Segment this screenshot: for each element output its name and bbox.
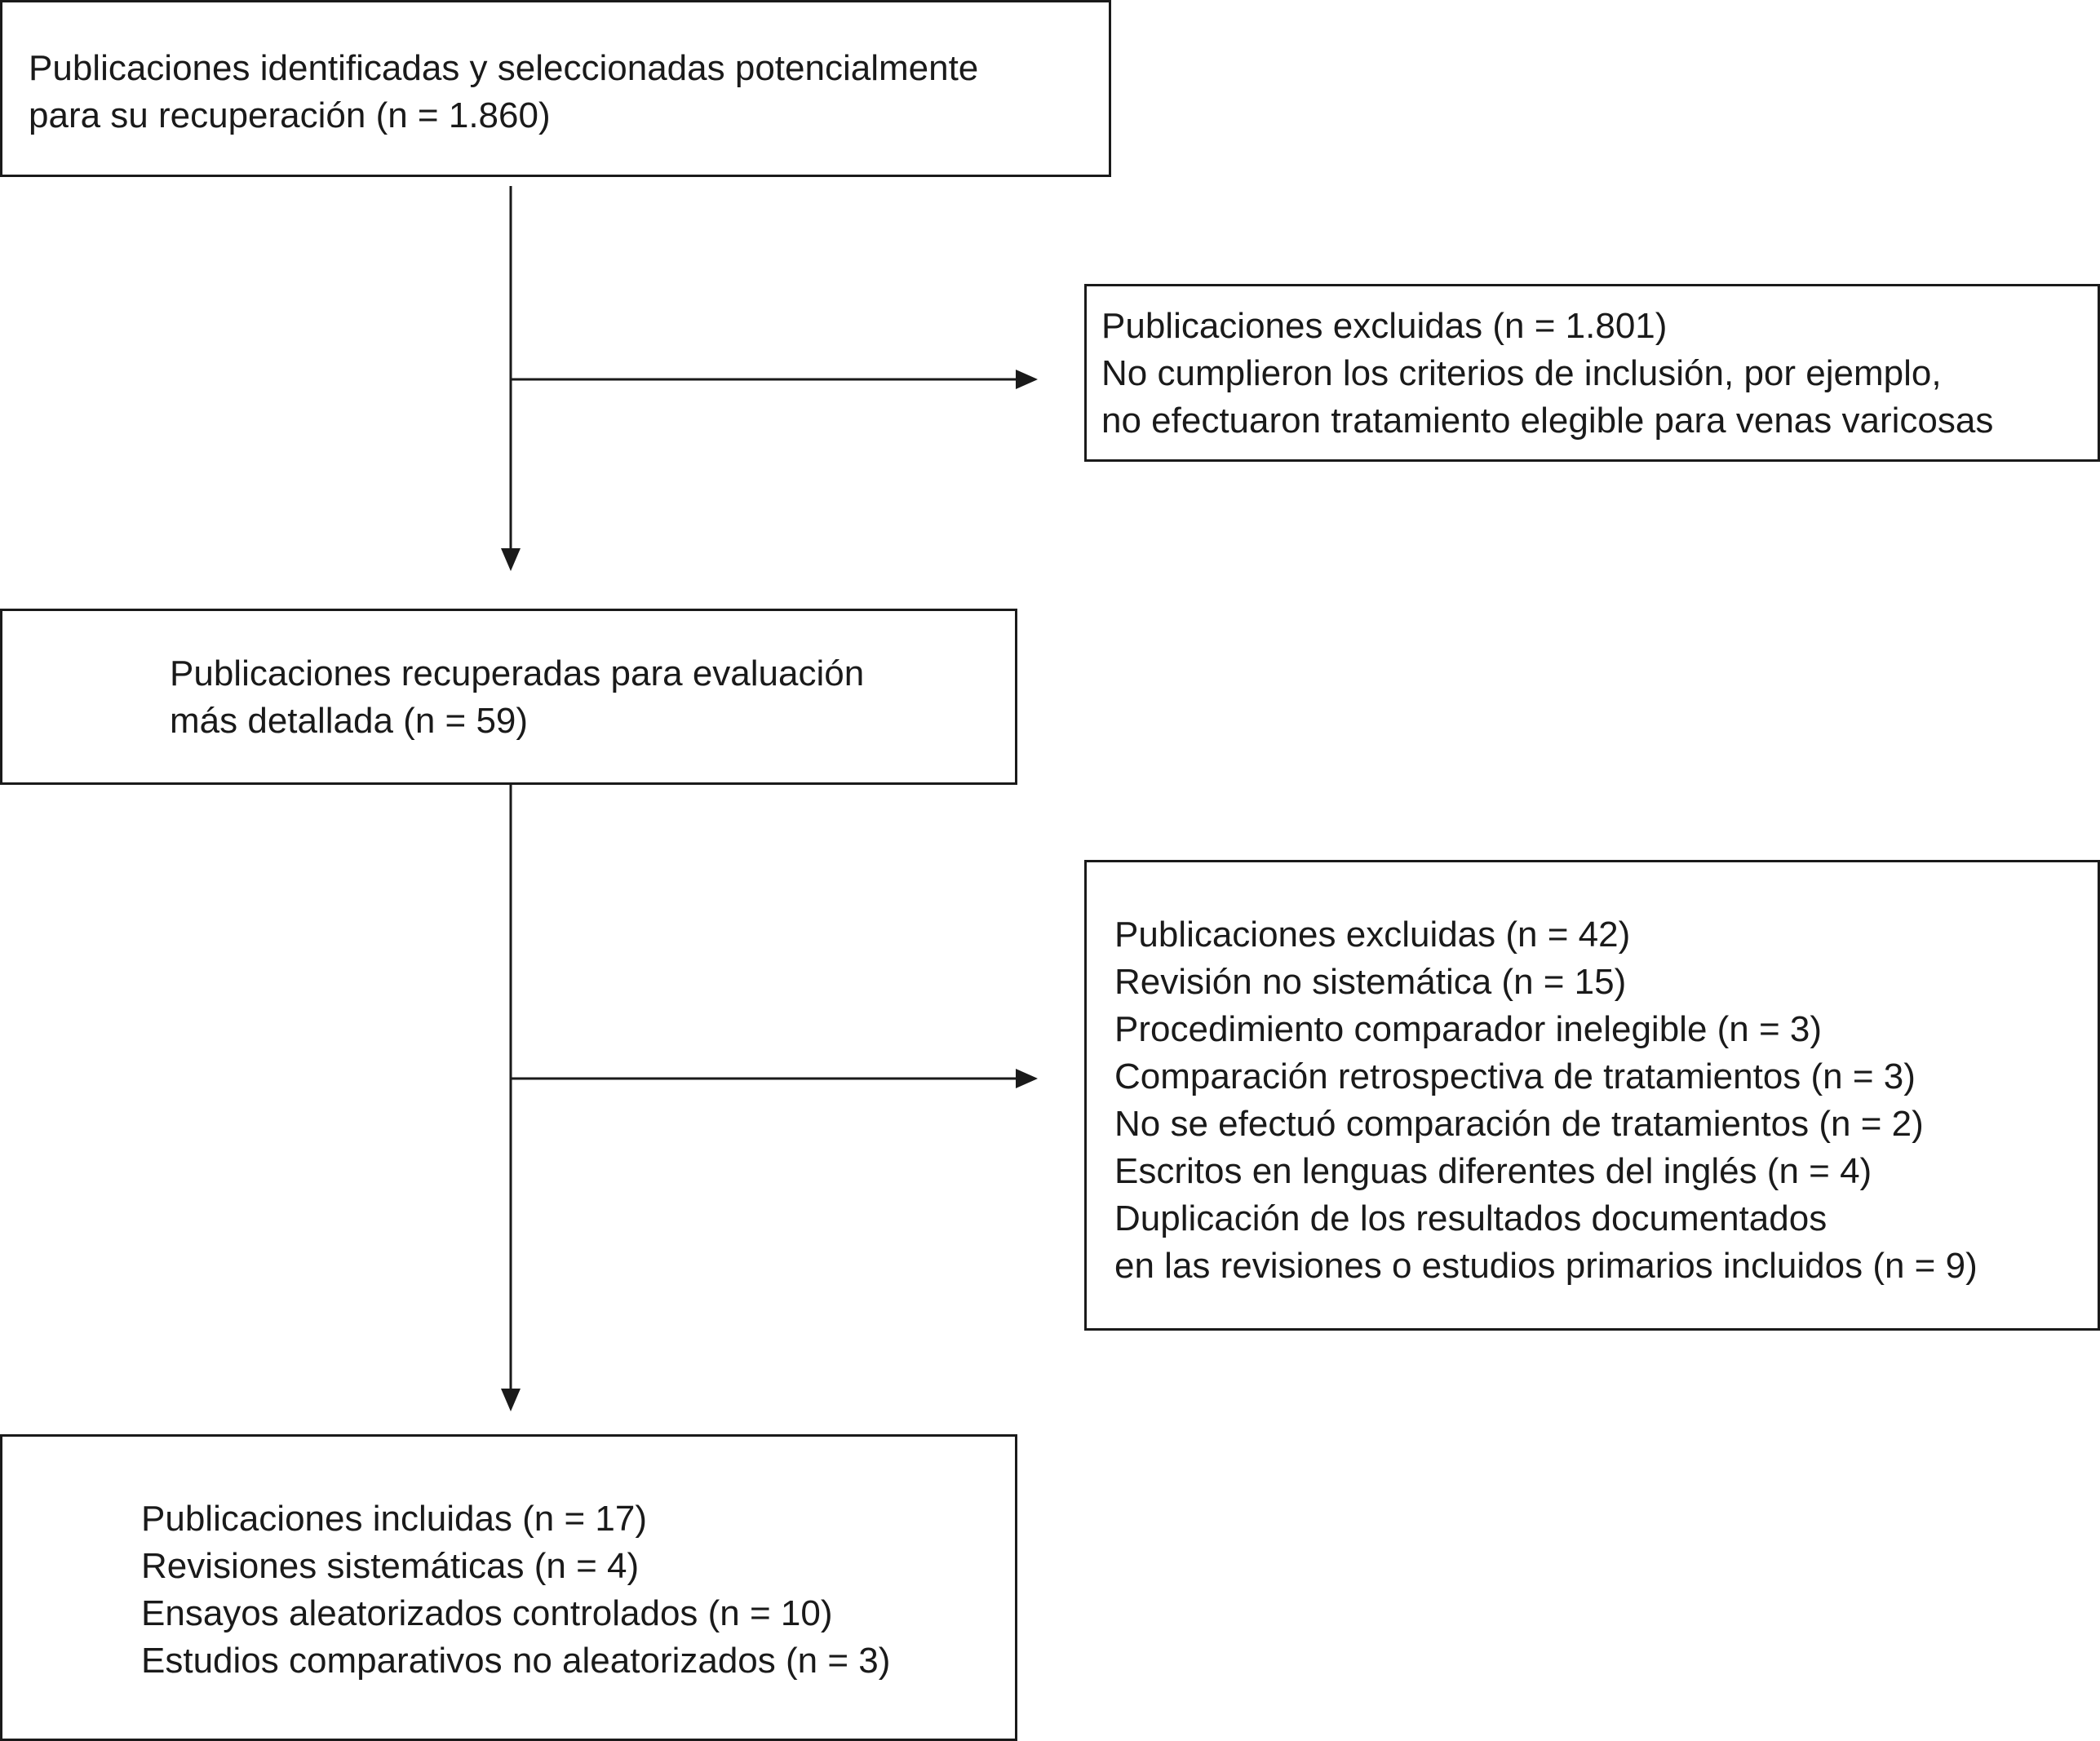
box-text-line: Ensayos aleatorizados controlados (n = 10) [141,1593,833,1633]
box-text-line: Publicaciones recuperadas para evaluación [170,653,865,693]
box-text-line: Duplicación de los resultados documentados [1114,1198,1828,1238]
box-text-line: Escritos en lenguas diferentes del inglés (n = 4) [1114,1151,1872,1191]
box-text-line: No cumplieron los criterios de inclusión, por ejemplo, [1101,353,1942,393]
arrowhead-down-1 [501,548,521,571]
box-text-line: Publicaciones identificadas y seleccionadas potencialmente [29,48,979,88]
box-text-line: Publicaciones excluidas (n = 42) [1114,915,1631,955]
box-text-line: en las revisiones o estudios primarios incluidos (n = 9) [1114,1246,1978,1286]
included-publications-box [0,1434,1017,1741]
box-text-line: para su recuperación (n = 1.860) [29,95,551,135]
arrowhead-right-1 [1016,370,1038,389]
arrowhead-right-2 [1016,1069,1038,1088]
box-text-line: Revisión no sistemática (n = 15) [1114,962,1627,1002]
box-text-line: no efectuaron tratamiento elegible para venas varicosas [1101,401,1994,441]
retrieved-publications-box [0,609,1017,785]
box-text-line: Comparación retrospectiva de tratamientos (n = 3) [1114,1057,1916,1096]
excluded-first-box [1084,284,2100,462]
box-text-line: más detallada (n = 59) [170,701,529,741]
box-text-line: Estudios comparativos no aleatorizados (n = 3) [141,1641,891,1681]
arrowhead-down-2 [501,1389,521,1411]
excluded-second-box [1084,860,2100,1331]
box-text-line: No se efectuó comparación de tratamientos (n = 2) [1114,1104,1924,1144]
box-text-line: Publicaciones excluidas (n = 1.801) [1101,306,1668,346]
box-text-line: Publicaciones incluidas (n = 17) [141,1499,648,1539]
box-text-line: Procedimiento comparador inelegible (n = 3) [1114,1009,1823,1049]
identified-publications-box [0,0,1111,177]
box-text-line: Revisiones sistemáticas (n = 4) [141,1546,640,1586]
